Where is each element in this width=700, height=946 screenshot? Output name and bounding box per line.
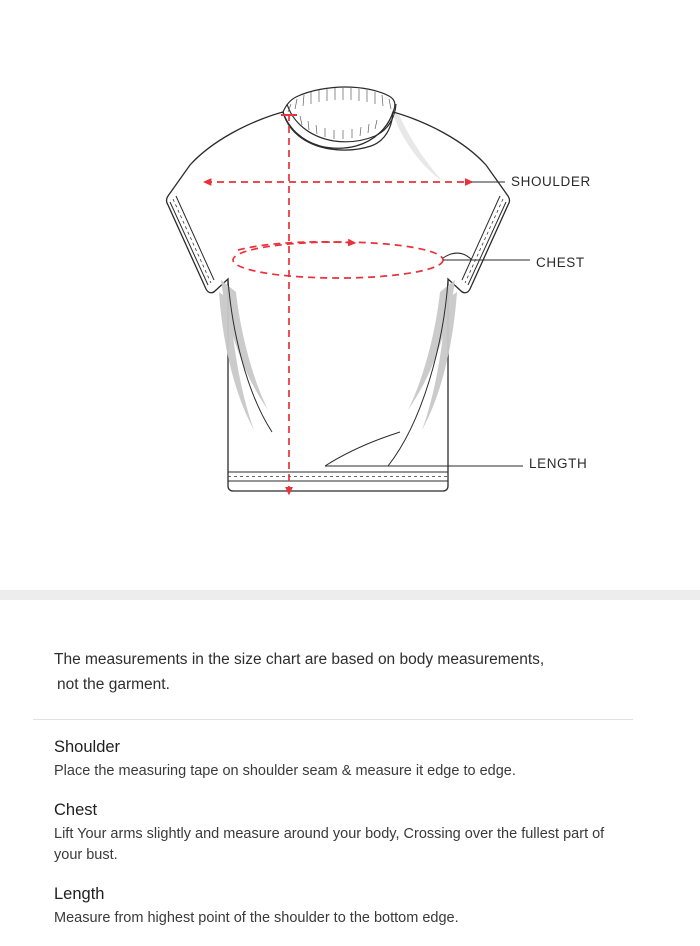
intro-text (54, 647, 654, 697)
shirt-outline (167, 112, 510, 491)
intro-line-2: not the garment. (57, 676, 170, 693)
section-divider-band (0, 590, 700, 600)
instruction-list (54, 736, 654, 946)
instruction-title: Length (54, 885, 105, 903)
callout-label-shoulder: SHOULDER (511, 174, 591, 189)
callout-label-length: LENGTH (529, 456, 588, 471)
intro-line-1: The measurements in the size chart are based on body measurements, (54, 651, 545, 668)
instruction-title: Chest (54, 801, 98, 819)
instruction-description: Lift Your arms slightly and measure around your body, Crossing over the fullest part of your bust. (54, 826, 605, 863)
instruction-item (54, 736, 654, 782)
instruction-description: Place the measuring tape on shoulder seam & measure it edge to edge. (54, 763, 516, 779)
instruction-title: Shoulder (54, 738, 121, 756)
callout-label-chest: CHEST (536, 255, 585, 270)
instruction-description: Measure from highest point of the shoulder to the bottom edge. (54, 910, 459, 926)
instruction-item (54, 799, 654, 866)
horizontal-rule (33, 719, 633, 720)
instruction-item (54, 883, 654, 929)
collar-ribbing (288, 88, 391, 139)
measurement-instructions (0, 600, 700, 946)
